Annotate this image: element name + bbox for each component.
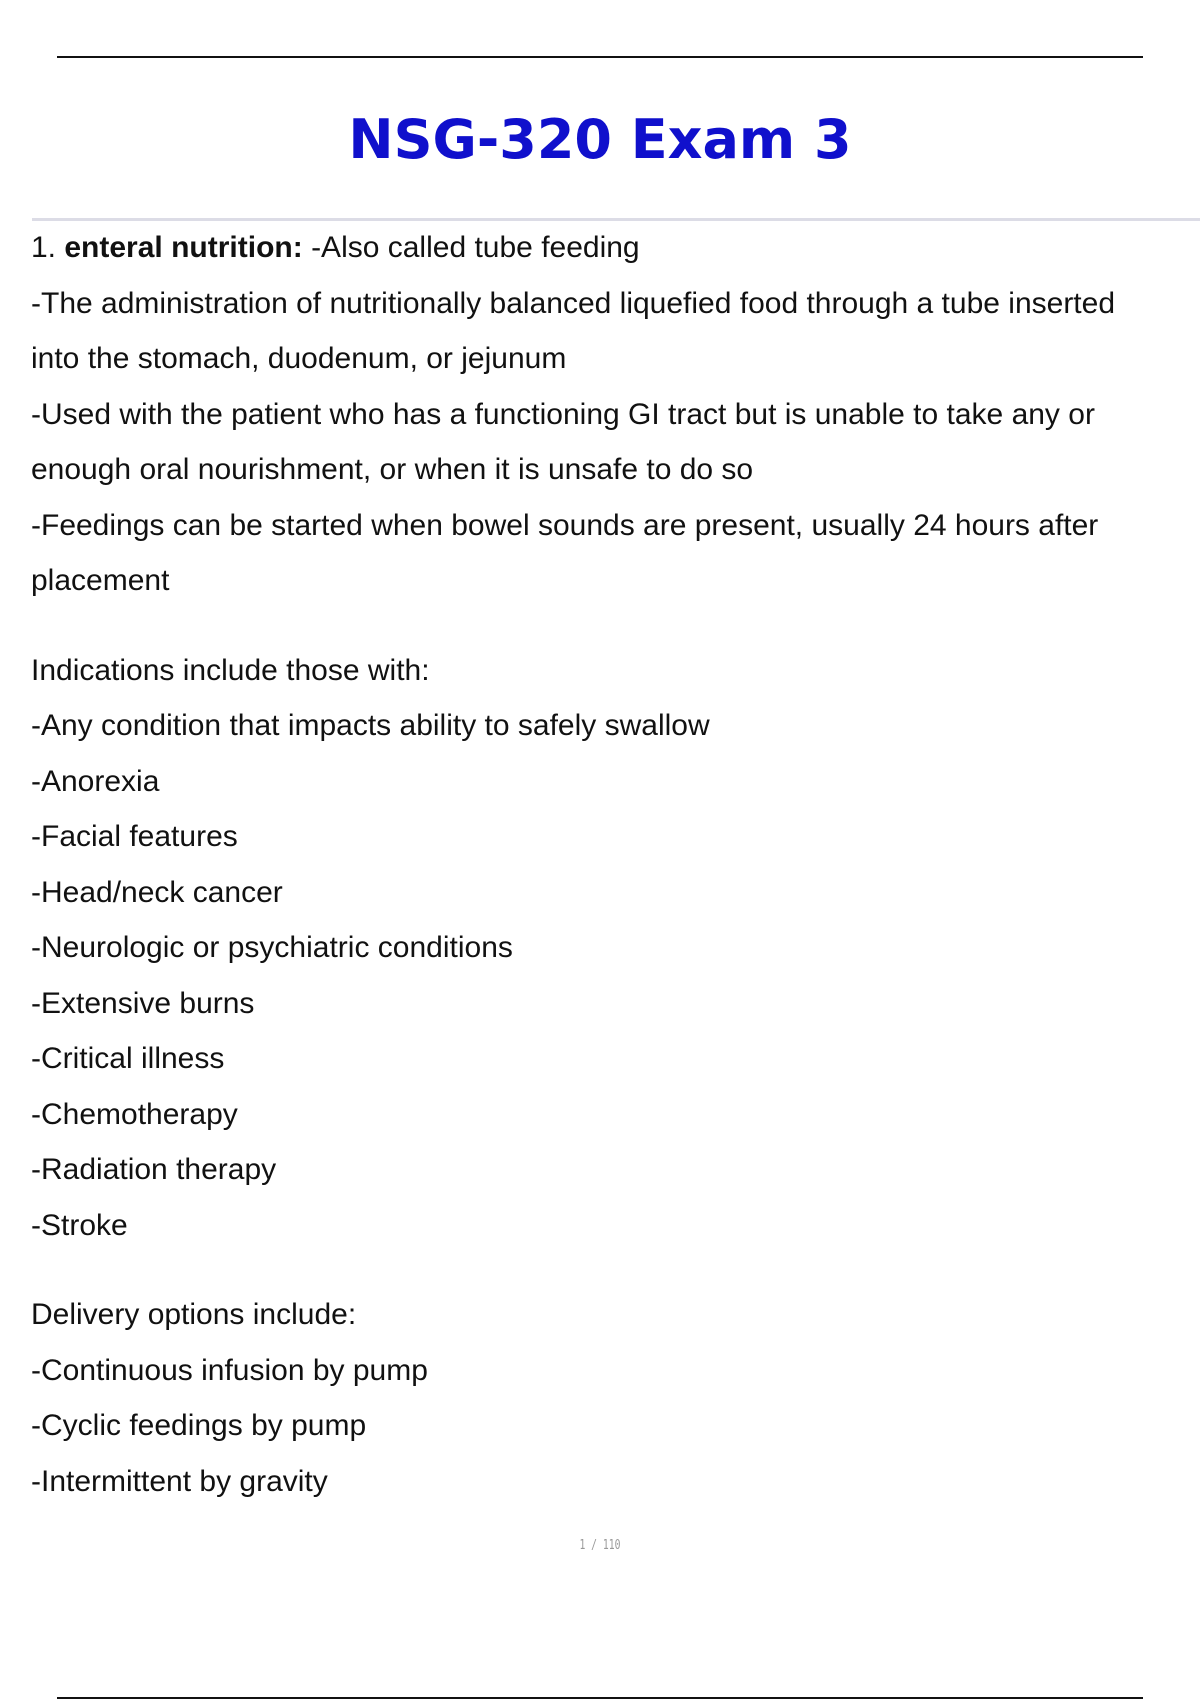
delivery-item: -Cyclic feedings by pump — [31, 1409, 367, 1442]
definition-line: enough oral nourishment, or when it is unsafe to do so — [31, 453, 754, 486]
definition-line: -Used with the patient who has a functioning GI tract but is unable to take any or — [31, 397, 1095, 431]
paragraph-gap — [31, 609, 1191, 643]
definition-line: -Feedings can be started when bowel sounds are present, usually 24 hours after — [31, 508, 1099, 542]
indication-item: -Facial features — [31, 820, 238, 853]
indication-item: -Radiation therapy — [31, 1153, 277, 1186]
entry-header — [31, 220, 1191, 276]
paragraph-gap — [31, 1253, 1191, 1287]
indication-item: -Neurologic or psychiatric conditions — [31, 931, 513, 964]
indications-heading: Indications include those with: — [31, 653, 430, 687]
indication-item: -Head/neck cancer — [31, 875, 283, 909]
delivery-heading: Delivery options include: — [31, 1298, 357, 1331]
bottom-divider — [57, 1697, 1143, 1699]
indication-item: -Critical illness — [31, 1042, 225, 1075]
entry-number: 1. — [31, 231, 57, 264]
entry-definition-start: -Also called tube feeding — [311, 231, 640, 264]
indication-item: -Stroke — [31, 1208, 128, 1242]
indication-item: -Chemotherapy — [31, 1097, 238, 1131]
indication-item: -Any condition that impacts ability to safely swallow — [31, 709, 710, 742]
page-title: NSG-320 Exam 3 — [348, 108, 852, 171]
delivery-item: -Intermittent by gravity — [31, 1464, 328, 1498]
definition-line: placement — [31, 564, 170, 597]
page-number: 1 / 110 — [579, 1538, 621, 1553]
entry-term: enteral nutrition: — [64, 231, 303, 264]
delivery-item: -Continuous infusion by pump — [31, 1353, 428, 1387]
top-divider — [57, 56, 1143, 58]
entry-content — [31, 220, 1191, 1509]
definition-line: -The administration of nutritionally balanced liquefied food through a tube inserted — [31, 286, 1116, 320]
indication-item: -Extensive burns — [31, 986, 255, 1020]
indication-item: -Anorexia — [31, 764, 160, 798]
definition-line: into the stomach, duodenum, or jejunum — [31, 342, 567, 375]
